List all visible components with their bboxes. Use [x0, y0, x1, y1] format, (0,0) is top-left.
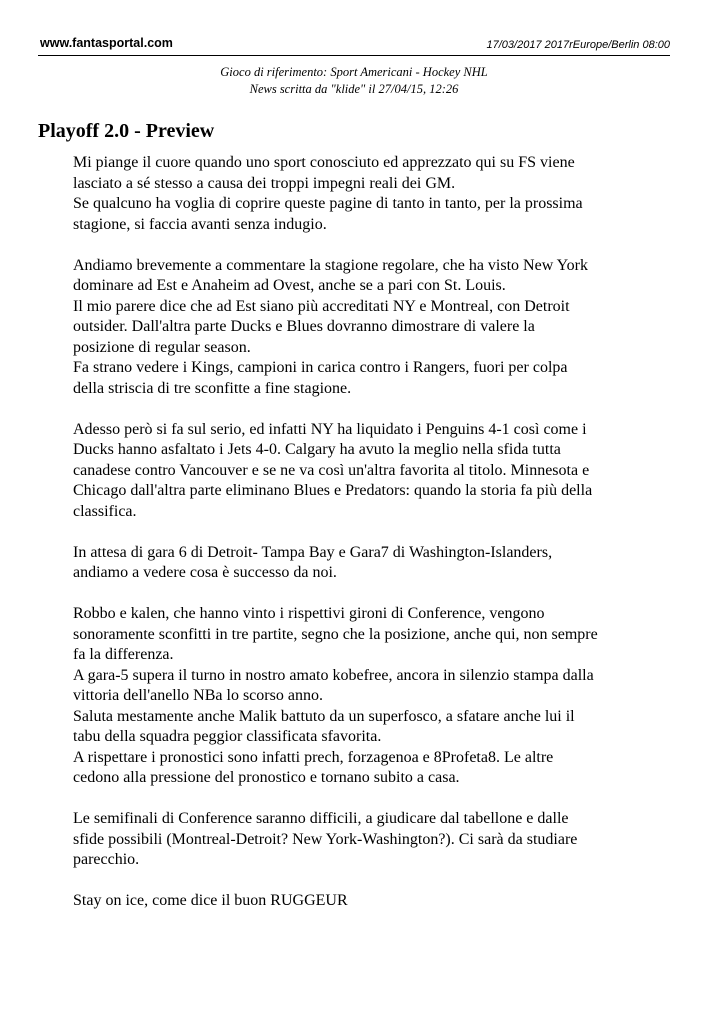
article-paragraph	[73, 809, 658, 871]
article-body	[73, 153, 658, 932]
paragraph-line: vittoria dell'anello NBa lo scorso anno.	[73, 687, 323, 704]
paragraph-line: Andiamo brevemente a commentare la stagione regolare, che ha visto New York	[73, 256, 588, 274]
paragraph-line: della striscia di tre sconfitte a fine stagione.	[73, 379, 352, 397]
article-paragraph	[73, 891, 658, 912]
paragraph-line: Fa strano vedere i Kings, campioni in carica contro i Rangers, fuori per colpa	[73, 359, 568, 376]
paragraph-line: sonoramente sconfitti in tre partite, segno che la posizione, anche qui, non sempre	[73, 625, 598, 643]
print-date: 17/03/2017 2017rEurope/Berlin 08:00	[486, 39, 670, 51]
header-divider	[38, 55, 670, 56]
paragraph-line: classifica.	[73, 502, 137, 520]
article-paragraph	[73, 604, 658, 789]
paragraph-line: A rispettare i pronostici sono infatti prech, forzagenoa e 8Profeta8. Le altre	[73, 748, 554, 766]
paragraph-line: Ducks hanno asfaltato i Jets 4-0. Calgary ha avuto la meglio nella sfida tutta	[73, 441, 561, 458]
paragraph-line: sfide possibili (Montreal-Detroit? New York-Washington?). Ci sarà da studiare	[73, 830, 578, 848]
paragraph-line: A gara-5 supera il turno in nostro amato kobefree, ancora in silenzio stampa dalla	[73, 666, 594, 684]
paragraph-line: Robbo e kalen, che hanno vinto i rispettivi gironi di Conference, vengono	[73, 605, 545, 622]
article-meta	[38, 64, 670, 98]
paragraph-line: dominare ad Est e Anaheim ad Ovest, anche se a pari con St. Louis.	[73, 277, 506, 294]
paragraph-line: cedono alla pressione del pronostico e tornano subito a casa.	[73, 769, 460, 786]
article-paragraph	[73, 420, 658, 523]
paragraph-line: Chicago dall'altra parte eliminano Blues e Predators: quando la storia fa più della	[73, 482, 593, 499]
reference-game-line: Gioco di riferimento: Sport Americani - Hockey NHL	[220, 65, 488, 79]
paragraph-line: Adesso però si fa sul serio, ed infatti NY ha liquidato i Penguins 4-1 così come i	[73, 420, 587, 438]
paragraph-line: lasciato a sé stesso a causa dei troppi impegni reali dei GM.	[73, 174, 456, 192]
paragraph-line: Il mio parere dice che ad Est siano più accreditati NY e Montreal, con Detroit	[73, 297, 570, 315]
article-paragraph	[73, 543, 658, 584]
paragraph-line: parecchio.	[73, 851, 140, 868]
paragraph-line: canadese contro Vancouver e se ne va così un'altra favorita al titolo. Minnesota e	[73, 461, 590, 479]
paragraph-line: stagione, si faccia avanti senza indugio.	[73, 215, 327, 233]
paragraph-line: In attesa di gara 6 di Detroit- Tampa Bay e Gara7 di Washington-Islanders,	[73, 543, 553, 561]
paragraph-line: Saluta mestamente anche Malik battuto da un superfosco, a sfatare anche lui il	[73, 707, 575, 725]
paragraph-line: outsider. Dall'altra parte Ducks e Blues dovranno dimostrare di valere la	[73, 318, 535, 335]
article-title: Playoff 2.0 - Preview	[38, 120, 215, 142]
paragraph-line: posizione di regular season.	[73, 338, 251, 356]
paragraph-line: Mi piange il cuore quando uno sport conosciuto ed apprezzato qui su FS viene	[73, 154, 575, 171]
paragraph-line: tabu della squadra peggior classificata sfavorita.	[73, 728, 382, 745]
paragraph-line: fa la differenza.	[73, 646, 174, 663]
author-line: News scritta da "klide" il 27/04/15, 12:26	[249, 82, 459, 96]
article-paragraph	[73, 256, 658, 400]
site-url[interactable]: www.fantasportal.com	[40, 36, 173, 50]
paragraph-line: Se qualcuno ha voglia di coprire queste pagine di tanto in tanto, per la prossima	[73, 195, 583, 212]
paragraph-line: andiamo a vedere cosa è successo da noi.	[73, 564, 337, 581]
article-paragraph	[73, 153, 658, 235]
paragraph-line: Le semifinali di Conference saranno difficili, a giudicare dal tabellone e dalle	[73, 810, 569, 827]
paragraph-line: Stay on ice, come dice il buon RUGGEUR	[73, 892, 348, 909]
